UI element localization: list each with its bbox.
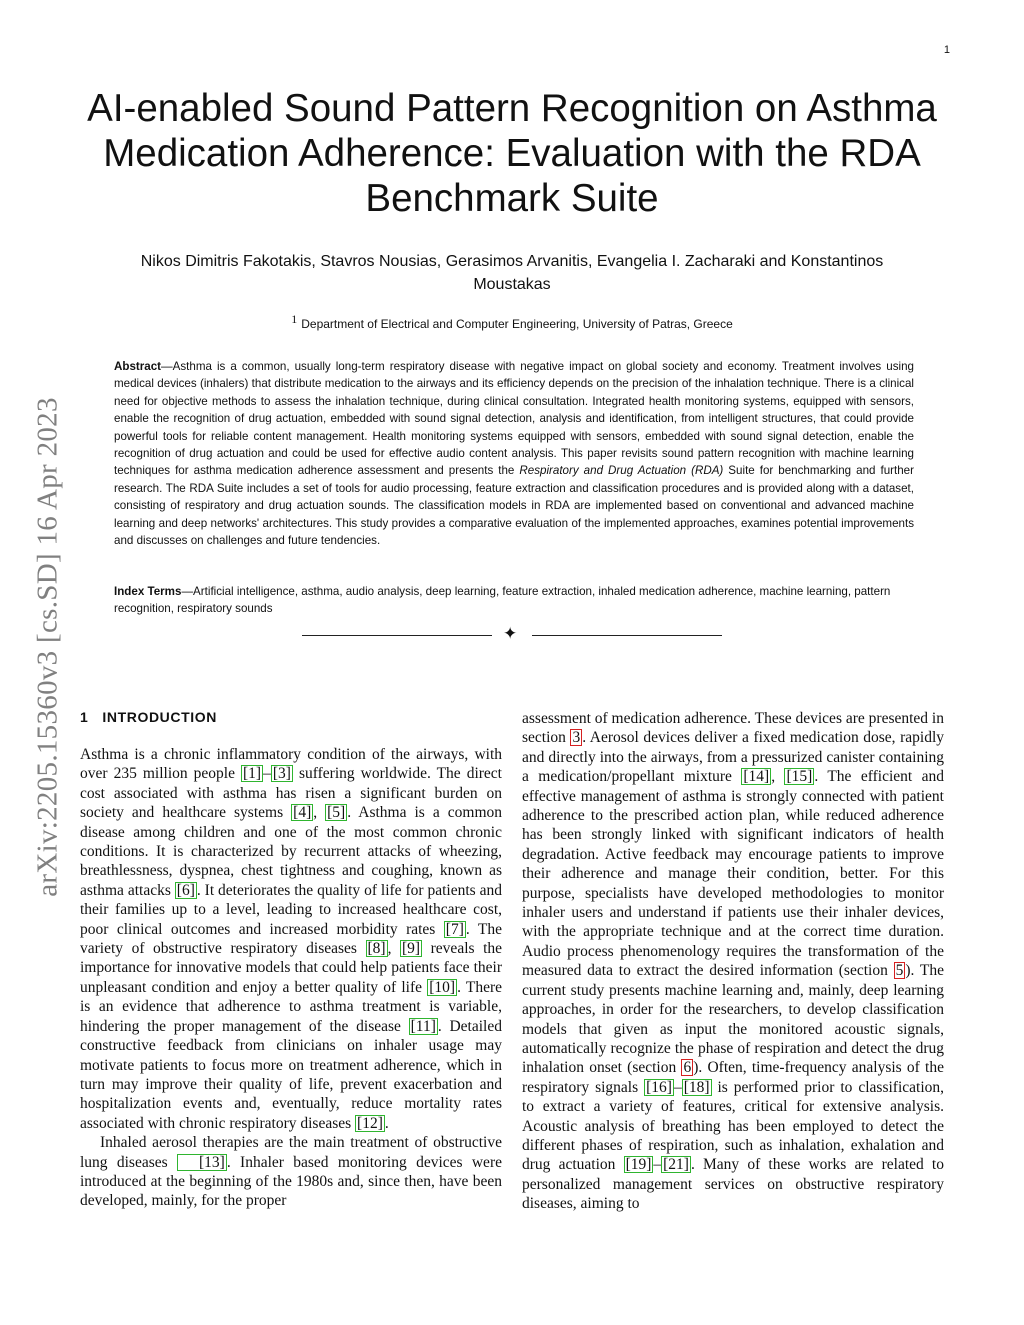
index-terms-text: Artificial intelligence, asthma, audio analysis, deep learning, feature extraction, inhaled medication adherence, machine learning, pattern recognition, respiratory sounds	[114, 585, 891, 616]
page-number: 1	[943, 44, 950, 56]
divider-rule-left	[302, 635, 492, 636]
arxiv-identifier-stamp: arXiv:2205.15360v3 [cs.SD] 16 Apr 2023	[31, 397, 64, 897]
abstract-text-before: Asthma is a common, usually long-term respiratory disease with negative impact on global society and economy. Treatment involves using medical devices (inhalers) that distribute medication to the airways and its efficiency depends on the precision of the inhalation technique. There is a clinical need for objective methods to assess the inhalation technique, during clinical consultation. Integrated health monitoring systems, equipped with sensors, enable the recognition of drug actuation, embedded with sound signal detection, analysis and identification, from intelligent structures, that could provide powerful tools for reliable content management. Health monitoring systems equipped with sensors, embedded with sound signal detection, enable the recognition of drug actuation and could be used for effective audio content analysis. This paper revisits sound pattern recognition with machine learning techniques for asthma medication adherence assessment and presents the	[114, 360, 914, 478]
text-run: . The efficient and effective management of asthma is strongly connected with patient adherence to the prescribed action plan, while reduced adherence has been strongly linked with significant indicators of health degradation. Active feedback may encourage patients to improve their adherence and manage their condition, better. For this purpose, specialists have developed methodologies to monitor inhaler users and understand if patients use their inhaler devices, with the appropriate technique and at the correct time duration. Audio process phenomenology requires the transformation of the measured data to extract the desired information (section	[522, 768, 944, 980]
text-run: ,	[771, 768, 785, 786]
index-terms-dash: —	[181, 585, 194, 598]
text-run: Asthma is a chronic inflammatory condition of the airways, with over 235 million people	[80, 746, 502, 783]
section-number: 1	[80, 709, 89, 725]
citation-link[interactable]: [9]	[402, 940, 421, 958]
paragraph	[80, 745, 502, 1133]
section-heading	[80, 709, 217, 725]
text-run: –	[673, 1078, 682, 1096]
text-run: ,	[387, 940, 401, 958]
citation-link[interactable]: [10]	[429, 978, 456, 996]
body-column-right	[522, 709, 944, 1214]
body-column-left	[80, 745, 502, 1211]
text-run: . There is an evidence that adherence to asthma treatment is variable, hindering the proper management of the disease	[80, 978, 502, 1035]
citation-link[interactable]: [16]	[646, 1078, 672, 1096]
section-link[interactable]: 5	[895, 962, 904, 980]
text-run: Inhaled aerosol therapies are the main treatment of obstructive lung diseases	[80, 1134, 502, 1171]
text-run: . Asthma is a common disease among children and one of the most common chronic conditions. It is characterized by recurrent attacks of wheezing, breathlessness, dyspnea, chest tightness and coughing, known as asthma attacks	[80, 804, 503, 899]
text-run: –	[263, 765, 271, 783]
affiliation	[150, 312, 874, 331]
text-run: ,	[313, 804, 326, 822]
citation-link[interactable]: [21]	[663, 1156, 689, 1174]
text-run: . Inhaler based monitoring devices were introduced at the beginning of the 1980s and, since then, have been developed, mainly, for the proper	[80, 1153, 502, 1210]
citation-link[interactable]: [3]	[272, 765, 291, 783]
section-divider	[302, 624, 722, 645]
abstract	[114, 358, 914, 549]
affiliation-marker: 1	[291, 312, 298, 326]
index-terms-label: Index Terms	[114, 585, 182, 598]
text-run: is performed prior to classification, to extract a variety of features, critical for extensive analysis. Acoustic analysis of breathing has been employed to detect the different phases of respiration, such as inhalation, exhalation and drug actuation	[522, 1078, 944, 1174]
citation-link[interactable]: [5]	[327, 804, 346, 822]
text-run: ). Often, time-frequency analysis of the respiratory signals	[522, 1059, 944, 1096]
author-list: Nikos Dimitris Fakotakis, Stavros Nousias, Gerasimos Arvanitis, Evangelia I. Zacharaki and Konstantinos Moustakas	[140, 253, 884, 293]
citation-link[interactable]: [1]	[243, 765, 262, 783]
section-link[interactable]: 6	[683, 1059, 692, 1077]
citation-link[interactable]: [13]	[177, 1154, 227, 1171]
text-run: .	[384, 1114, 389, 1132]
citation-link[interactable]: [4]	[293, 804, 312, 822]
text-run: assessment of medication adherence. These devices are presented in section	[522, 710, 944, 747]
text-run: . The variety of obstructive respiratory diseases	[80, 920, 502, 958]
affiliation-text: Department of Electrical and Computer Engineering, University of Patras, Greece	[301, 317, 733, 331]
citation-link[interactable]: [18]	[683, 1078, 710, 1096]
text-run: –	[653, 1156, 662, 1174]
paper-title: AI-enabled Sound Pattern Recognition on Asthma Medication Adherence: Evaluation with the RDA Benchmark Suite	[87, 87, 937, 220]
citation-link[interactable]: [11]	[410, 1017, 436, 1035]
text-run: . Aerosol devices deliver a fixed medication dose, rapidly and directly into the airways, from a pressurized canister containing a medication/propellant mixture	[522, 729, 945, 786]
text-run: suffering worldwide. The direct cost associated with asthma has risen a significant burden on society and healthcare systems	[80, 765, 502, 822]
text-run: . Detailed constructive feedback from clinicians on inhaler usage may motivate patients to focus more on treatment adherence, which in turn may improve their quality of life, prevent exacerbation and hospitalization events and, eventually, reduce mortality rates associated with chronic respiratory diseases	[80, 1017, 502, 1132]
divider-rule-right	[532, 635, 722, 636]
section-link[interactable]: 3	[572, 729, 581, 747]
paragraph	[522, 709, 944, 1214]
citation-link[interactable]: [15]	[786, 768, 813, 786]
index-terms	[114, 583, 914, 618]
abstract-text-after: Suite for benchmarking and further research. The RDA Suite includes a set of tools for audio processing, feature extraction and classification procedures and is provided along with a dataset, consisting of respiratory and drug actuation sounds. The classification models in RDA are implemented based on conventional and advanced machine learning and deep networks' architectures. This study provides a comparative evaluation of the implemented approaches, examines potential improvements and discusses on challenges and future tendencies.	[114, 464, 914, 548]
text-run: ). The current study presents machine learning and, mainly, deep learning approaches, in order for the researchers, to develop classification models that given as input the monitored acoustic signals, automatically recognize the phase of respiration and detect the drug inhalation onset (section	[522, 962, 944, 1077]
abstract-suite-name: Respiratory and Drug Actuation (RDA)	[519, 464, 724, 478]
divider-star-icon: ✦	[503, 624, 518, 643]
paragraph	[80, 1133, 502, 1211]
citation-link[interactable]: [19]	[625, 1156, 652, 1174]
citation-link[interactable]: [12]	[357, 1114, 383, 1132]
abstract-label: Abstract	[114, 360, 162, 373]
text-run: reveals the importance for innovative models that could help patients face their unpleasant condition and enjoy a better quality of life	[80, 940, 503, 996]
citation-link[interactable]: [7]	[445, 920, 464, 938]
citation-link[interactable]: [8]	[367, 940, 386, 958]
text-run: . It deteriorates the quality of life for patients and their families up to a level, leading to increased healthcare cost, poor clinical outcomes and increased morbidity rates	[80, 881, 502, 938]
citation-link[interactable]: [6]	[176, 881, 195, 899]
section-title: INTRODUCTION	[102, 709, 217, 725]
citation-link[interactable]: [14]	[743, 768, 770, 786]
abstract-dash: —	[161, 360, 173, 373]
text-run: . Many of these works are related to personalized management services on obstructive respiratory diseases, aiming to	[522, 1156, 944, 1213]
